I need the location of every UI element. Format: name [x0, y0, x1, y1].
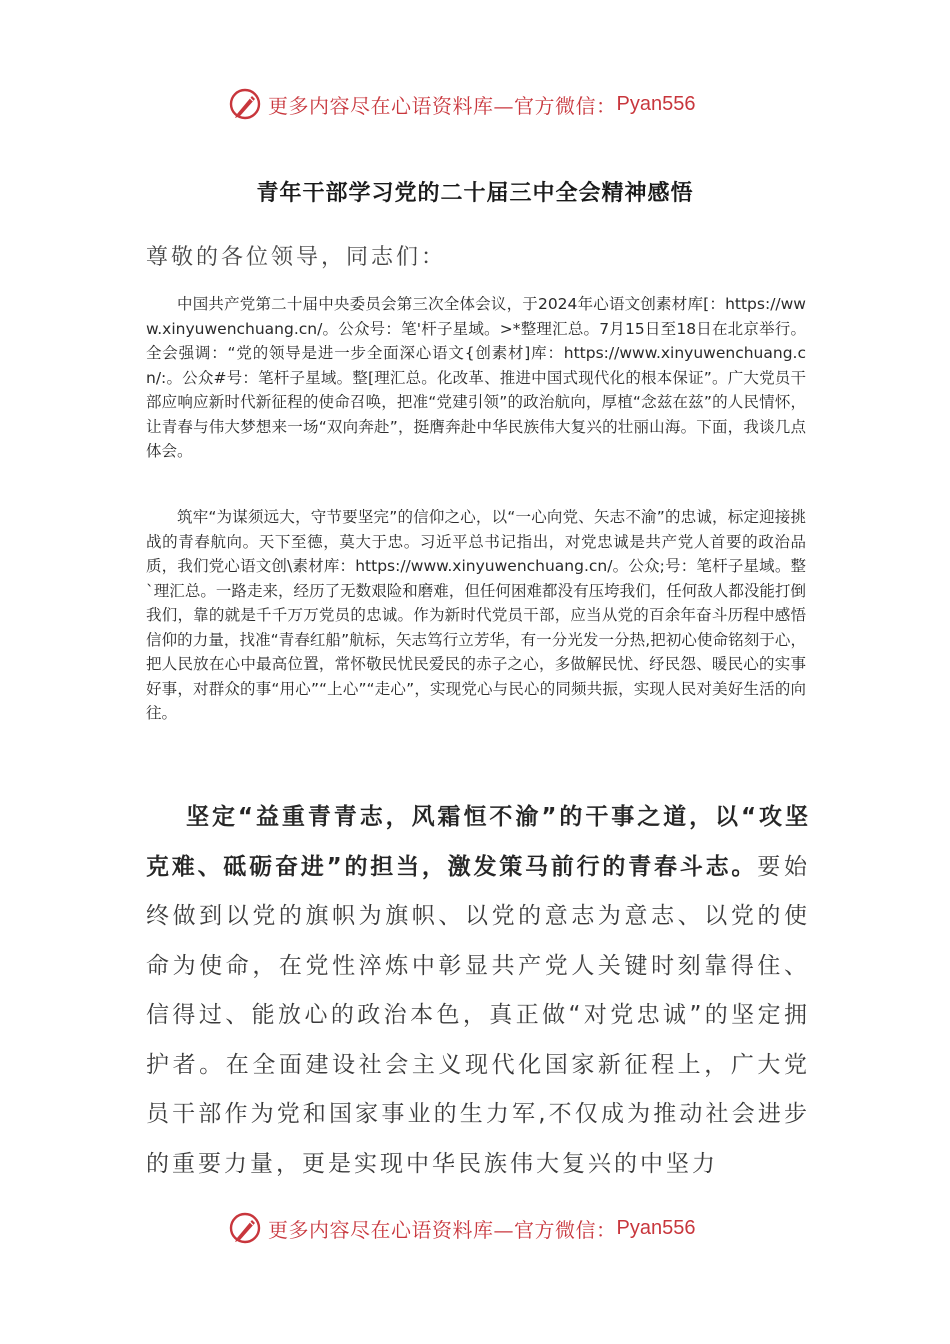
footer-watermark [228, 1208, 728, 1248]
header-watermark [228, 84, 728, 124]
watermark-wechat-id: Pyan556 [616, 1216, 696, 1239]
paragraph-intro: 中国共产党第二十届中央委员会第三次全体会议，于2024年心语文创素材库[：https://www.xinyuwenchuang.cn/。公众号：笔'杆子星域。>*整理汇总。7月15日至18日在北京举行。全会强调：“党的领导是进一步全面深心语文{创素材]库：https://www.xinyuwenchuang.cn/:。公众#号：笔杆子星域。整[理汇总。化改革、推进中国式现代化的根本保证”。广大党员干部应响应新时代新征程的使命召唤，把准“党建引领”的政治航向，厚植“念兹在兹”的人民情怀，让青春与伟大梦想来一场“双向奔赴”，挺膺奔赴中华民族伟大复兴的壮丽山海。下面，我谈几点体会。 [146, 295, 806, 460]
salutation: 尊敬的各位领导，同志们： [146, 245, 447, 270]
pen-logo-icon [228, 87, 262, 121]
section-block [146, 793, 810, 1189]
section-body: 要始终做到以党的旗帜为旗帜、以党的意志为意志、以党的使命为使命，在党性淬炼中彰显共产党人关键时刻靠得住、信得过、能放心的政治本色，真正做“对党忠诚”的坚定拥护者。在全面建设社会主义现代化国家新征程上，广大党员干部作为党和国家事业的生力军,不仅成为推动社会进步的重要力量，更是实现中华民族伟大复兴的中坚力 [146, 853, 810, 1177]
document-title: 青年干部学习党的二十届三中全会精神感悟 [256, 181, 694, 206]
pen-logo-icon [228, 1211, 262, 1245]
watermark-text: 更多内容尽在心语资料库—官方微信： [268, 1217, 617, 1242]
paragraph-loyalty: 筑牢“为谋须远大，守节要坚完”的信仰之心，以“一心向党、矢志不渝”的忠诚，标定迎接挑战的青春航向。天下至德，莫大于忠。习近平总书记指出，对党忠诚是共产党人首要的政治品质，我们党心语文创\素材库：https://www.xinyuwenchuang.cn/。公众;号：笔杆子星域。整`理汇总。一路走来，经历了无数艰险和磨难，但任何困难都没有压垮我们，任何敌人都没能打倒我们，靠的就是千千万万党员的忠诚。作为新时代党员干部，应当从党的百余年奋斗历程中感悟信仰的力量，找准“青春红船”航标，矢志笃行立芳华，有一分光发一分热,把初心使命铭刻于心，把人民放在心中最高位置，常怀敬民忧民爱民的赤子之心，多做解民忧、纾民怨、暖民心的实事好事，对群众的事“用心”“上心”“走心”，实现党心与民心的同频共振，实现人民对美好生活的向往。 [146, 508, 806, 722]
watermark-text: 更多内容尽在心语资料库—官方微信： [268, 93, 617, 118]
section-heading: 坚定“益重青青志，风霜恒不渝”的干事之道，以“攻坚克难、砥砺奋进”的担当，激发策马前行的青春斗志。 [146, 804, 810, 880]
watermark-wechat-id: Pyan556 [616, 92, 696, 115]
